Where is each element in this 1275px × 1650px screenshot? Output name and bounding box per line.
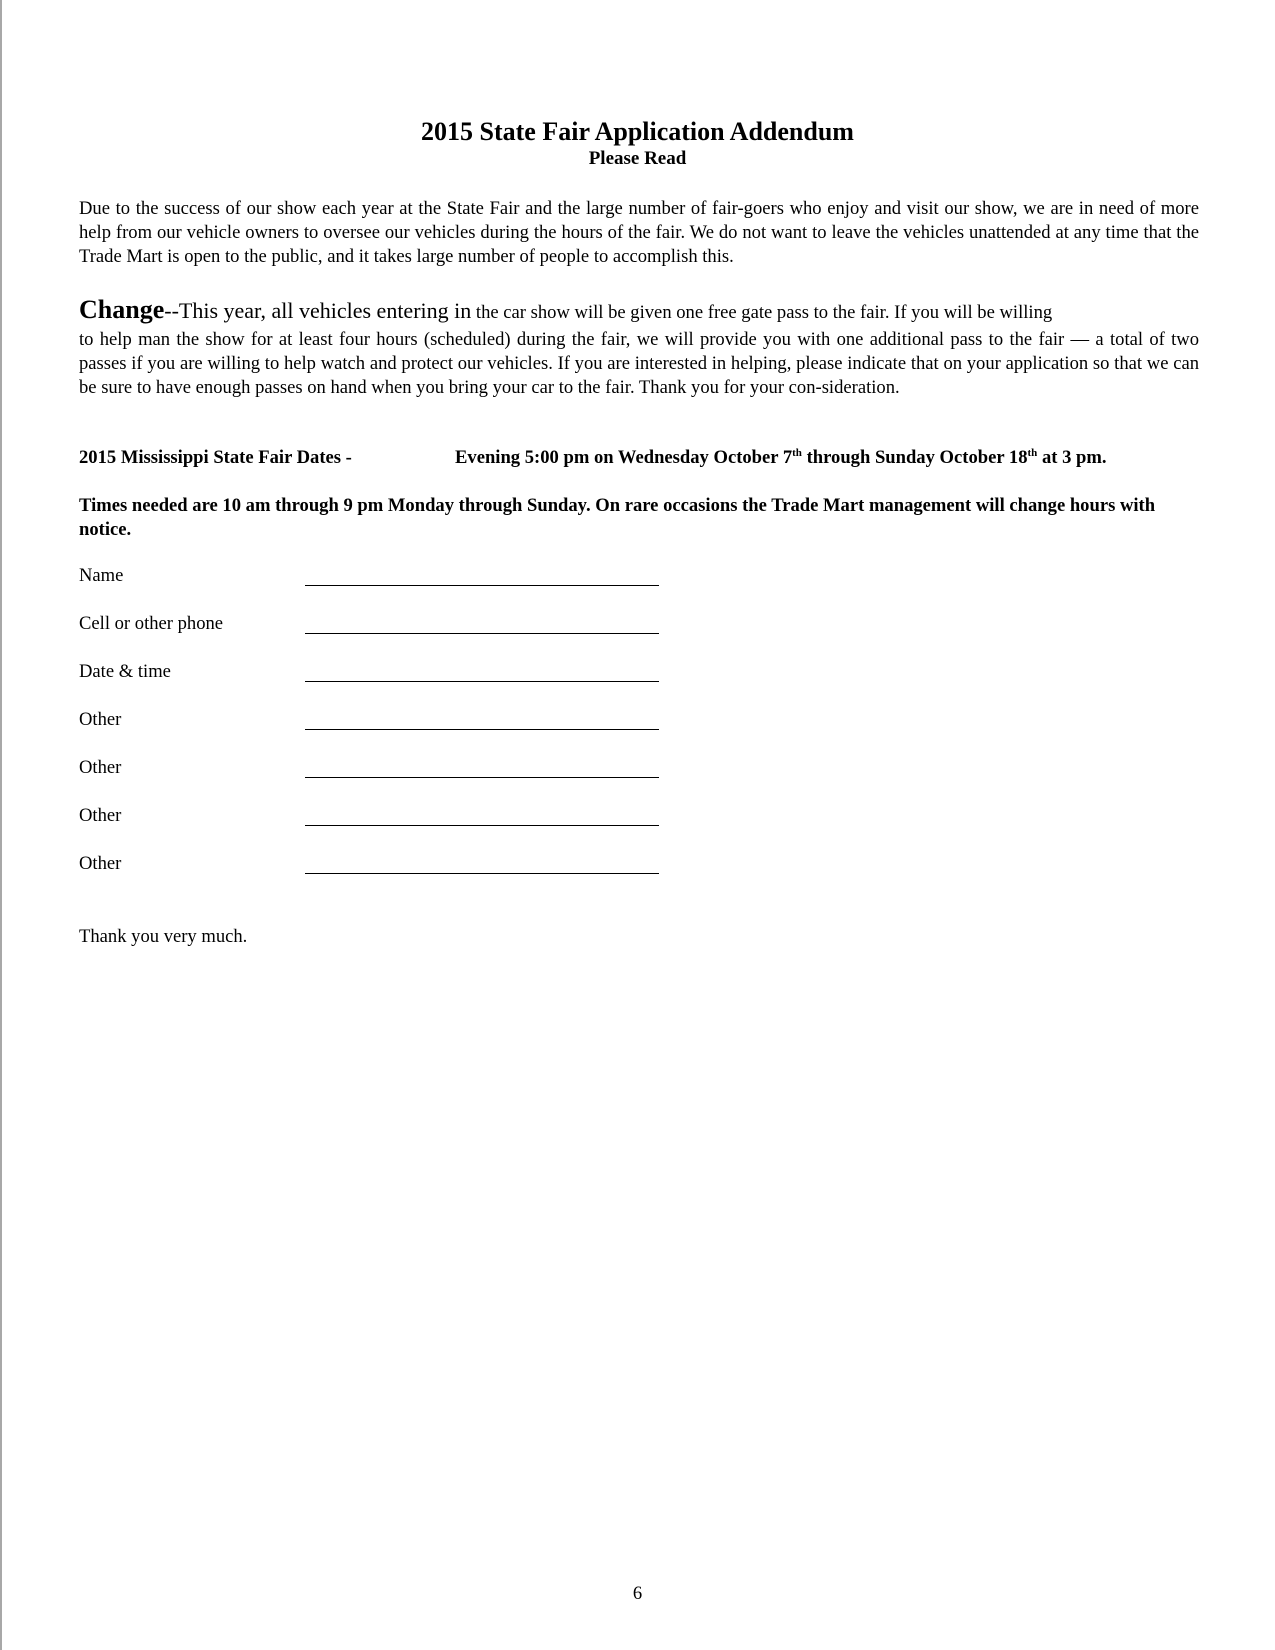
fair-dates-label: 2015 Mississippi State Fair Dates - [79, 447, 352, 468]
form-row-phone [79, 612, 679, 660]
fair-dates-value [455, 446, 1107, 470]
fair-dates-end: at 3 pm. [1037, 447, 1107, 468]
change-line1-text: the car show will be given one free gate pass to the fair. If you will be willing [471, 302, 1053, 323]
page-subtitle: Please Read [588, 148, 687, 169]
closing-text: Thank you very much. [79, 926, 248, 947]
other-field-4[interactable] [305, 873, 659, 874]
fair-dates-start-suffix: th [792, 447, 802, 459]
form-row-other-3 [79, 804, 679, 852]
form-label: Other [79, 853, 122, 874]
form-label: Date & time [79, 661, 171, 682]
date-time-field[interactable] [305, 681, 659, 682]
fair-dates-end-suffix: th [1027, 447, 1038, 459]
form-row-other-2 [79, 756, 679, 804]
form-label: Name [79, 565, 124, 586]
form-label: Cell or other phone [79, 613, 224, 634]
other-field-2[interactable] [305, 777, 659, 778]
phone-field[interactable] [305, 633, 659, 634]
page-number: 6 [632, 1583, 643, 1604]
fair-dates-middle: through Sunday October 18 [801, 447, 1028, 468]
form-row-other-1 [79, 708, 679, 756]
page-edge [0, 0, 2, 1650]
change-keyword: Change [79, 295, 165, 324]
other-field-1[interactable] [305, 729, 659, 730]
form-row-date-time [79, 660, 679, 708]
form-label: Other [79, 709, 122, 730]
other-field-3[interactable] [305, 825, 659, 826]
intro-paragraph: Due to the success of our show each year at the State Fair and the large number of fair-goers who enjoy and visit our show, we are in need of more help from our vehicle owners to oversee our vehicles during the hours of the fair. We do not want to leave the vehicles unattended at any time that the Trade Mart is open to the public, and it takes large number of people to accomplish this. [79, 198, 1199, 267]
change-paragraph-first-line [79, 295, 1199, 328]
form-label: Other [79, 757, 122, 778]
change-paragraph [79, 295, 1199, 400]
fair-dates [79, 446, 1209, 470]
form-row-other-4 [79, 852, 679, 900]
volunteer-form [79, 564, 679, 900]
page-title: 2015 State Fair Application Addendum [421, 117, 854, 146]
change-lead-text: --This year, all vehicles entering in [164, 298, 472, 323]
form-label: Other [79, 805, 122, 826]
form-row-name [79, 564, 679, 612]
times-needed-note: Times needed are 10 am through 9 pm Monday through Sunday. On rare occasions the Trade Mart management will change hours with notice. [79, 495, 1156, 540]
change-body-text: to help man the show for at least four hours (scheduled) during the fair, we will provide you with one additional pass to the fair — a total of two passes if you are willing to help watch and protect our vehicles. If you are interested in helping, please indicate that on your application so that we can be sure to have enough passes on hand when you bring your car to the fair. Thank you for your con-sideration. [79, 329, 1199, 398]
fair-dates-start: Evening 5:00 pm on Wednesday October 7 [455, 447, 793, 468]
name-field[interactable] [305, 585, 659, 586]
